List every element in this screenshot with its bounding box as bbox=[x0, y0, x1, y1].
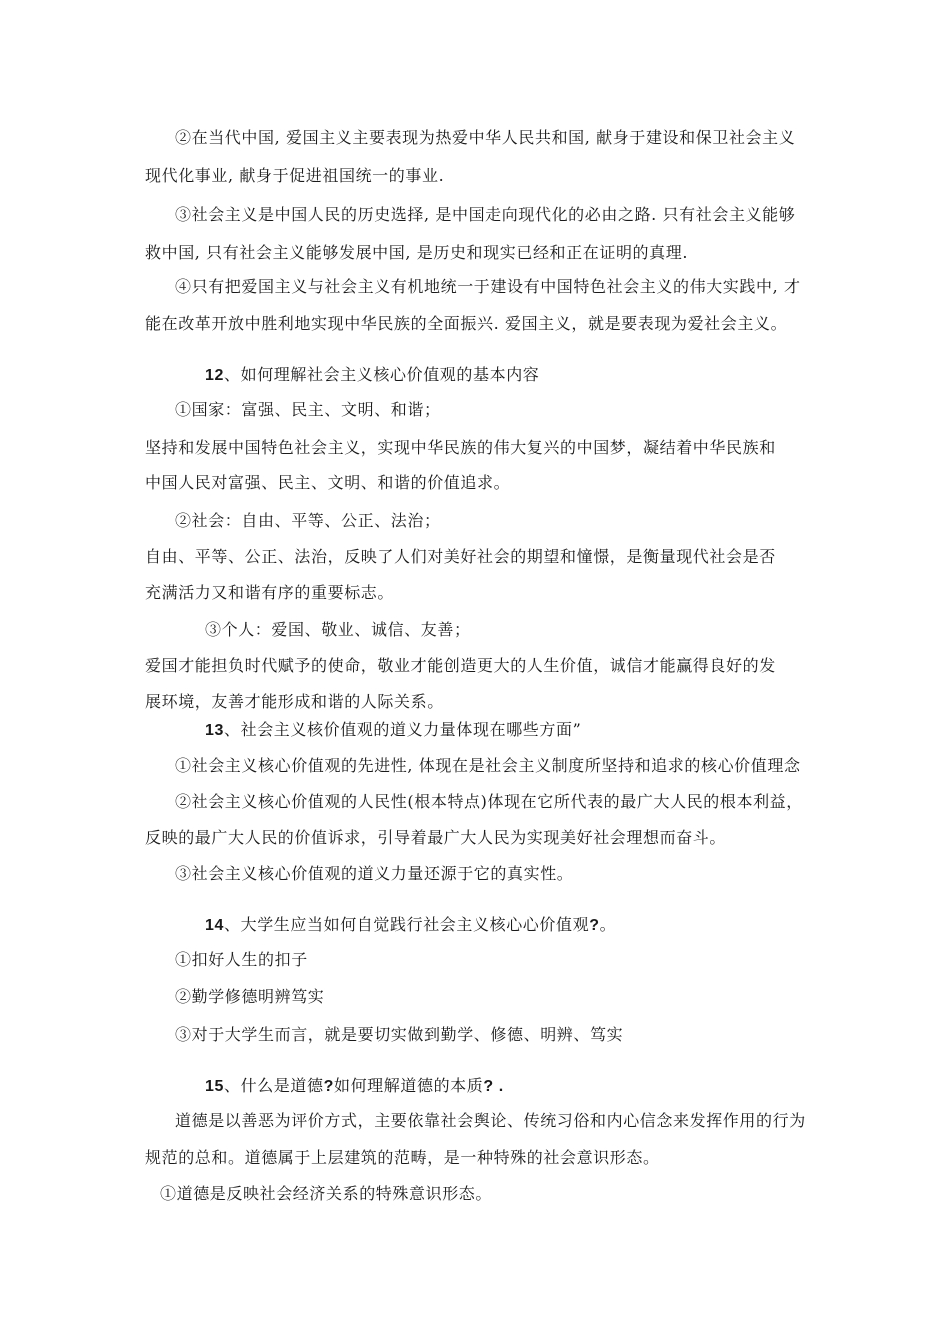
heading-text: 、社会主义核价值观的道义力量体现在哪些方面” bbox=[224, 720, 582, 739]
paragraph-line: ①道德是反映社会经济关系的特殊意识形态。 bbox=[160, 1184, 493, 1203]
paragraph-line: 爱国才能担负时代赋予的使命，敬业才能创造更大的人生价值，诚信才能赢得良好的发 bbox=[145, 656, 776, 675]
paragraph-line: 现代化事业, 献身于促进祖国统一的事业. bbox=[145, 166, 445, 185]
section-heading-14 bbox=[205, 915, 616, 936]
section-heading-15 bbox=[205, 1076, 504, 1097]
section-heading-13 bbox=[205, 720, 581, 741]
paragraph-line: ①国家：富强、民主、文明、和谐； bbox=[175, 400, 441, 419]
heading-number: 12 bbox=[205, 367, 224, 384]
paragraph-line: 中国人民对富强、民主、文明、和谐的价值追求。 bbox=[145, 473, 511, 492]
paragraph-line: 反映的最广大人民的价值诉求，引导着最广大人民为实现美好社会理想而奋斗。 bbox=[145, 828, 727, 847]
paragraph-line: ②社会主义核心价值观的人民性(根本特点)体现在它所代表的最广大人民的根本利益， bbox=[175, 792, 803, 811]
heading-number: 13 bbox=[205, 722, 224, 739]
paragraph-line: ③社会主义核心价值观的道义力量还源于它的真实性。 bbox=[175, 864, 574, 883]
heading-question-mark: ? bbox=[589, 917, 600, 934]
paragraph-line: 道德是以善恶为评价方式，主要依靠社会舆论、传统习俗和内心信念来发挥作用的行为 bbox=[175, 1111, 806, 1130]
paragraph-line: 展环境，友善才能形成和谐的人际关系。 bbox=[145, 692, 444, 711]
heading-text: 、大学生应当如何自觉践行社会主义核心心价值观 bbox=[224, 915, 590, 934]
heading-text-continued: 如何理解道德的本质 bbox=[333, 1076, 484, 1095]
paragraph-line: 自由、平等、公正、法治，反映了人们对美好社会的期望和憧憬，是衡量现代社会是否 bbox=[145, 547, 776, 566]
paragraph-line: ③个人：爱国、敬业、诚信、友善； bbox=[205, 620, 471, 639]
heading-question-mark: ? bbox=[323, 1078, 334, 1095]
paragraph-line: ①社会主义核心价值观的先进性, 体现在是社会主义制度所坚持和追求的核心价值理念 bbox=[175, 756, 801, 775]
heading-question-mark: ? bbox=[483, 1078, 494, 1095]
paragraph-line: ②社会：自由、平等、公正、法治； bbox=[175, 511, 441, 530]
paragraph-line: 救中国, 只有社会主义能够发展中国, 是历史和现实已经和正在证明的真理. bbox=[145, 243, 689, 262]
heading-text: 、如何理解社会主义核心价值观的基本内容 bbox=[224, 365, 540, 384]
paragraph-line: ②在当代中国, 爱国主义主要表现为热爱中华人民共和国, 献身于建设和保卫社会主义 bbox=[175, 128, 796, 147]
heading-number: 14 bbox=[205, 917, 224, 934]
paragraph-line: ③社会主义是中国人民的历史选择, 是中国走向现代化的必由之路. 只有社会主义能够 bbox=[175, 205, 796, 224]
heading-number: 15 bbox=[205, 1078, 224, 1095]
paragraph-line: ④只有把爱国主义与社会主义有机地统一于建设有中国特色社会主义的伟大实践中, 才 bbox=[175, 277, 801, 296]
paragraph-line: 能在改革开放中胜利地实现中华民族的全面振兴. 爱国主义，就是要表现为爱社会主义。 bbox=[145, 314, 788, 333]
heading-text: 、什么是道德 bbox=[224, 1076, 324, 1095]
heading-tail: . bbox=[493, 1078, 504, 1095]
paragraph-line: 坚持和发展中国特色社会主义，实现中华民族的伟大复兴的中国梦，凝结着中华民族和 bbox=[145, 438, 776, 457]
paragraph-line: 规范的总和。道德属于上层建筑的范畴，是一种特殊的社会意识形态。 bbox=[145, 1148, 660, 1167]
heading-tail: 。 bbox=[599, 915, 617, 934]
paragraph-line: 充满活力又和谐有序的重要标志。 bbox=[145, 583, 395, 602]
paragraph-line: ②勤学修德明辨笃实 bbox=[175, 987, 325, 1006]
paragraph-line: ①扣好人生的扣子 bbox=[175, 950, 308, 969]
paragraph-line: ③对于大学生而言，就是要切实做到勤学、修德、明辨、笃实 bbox=[175, 1025, 624, 1044]
section-heading-12 bbox=[205, 365, 539, 386]
